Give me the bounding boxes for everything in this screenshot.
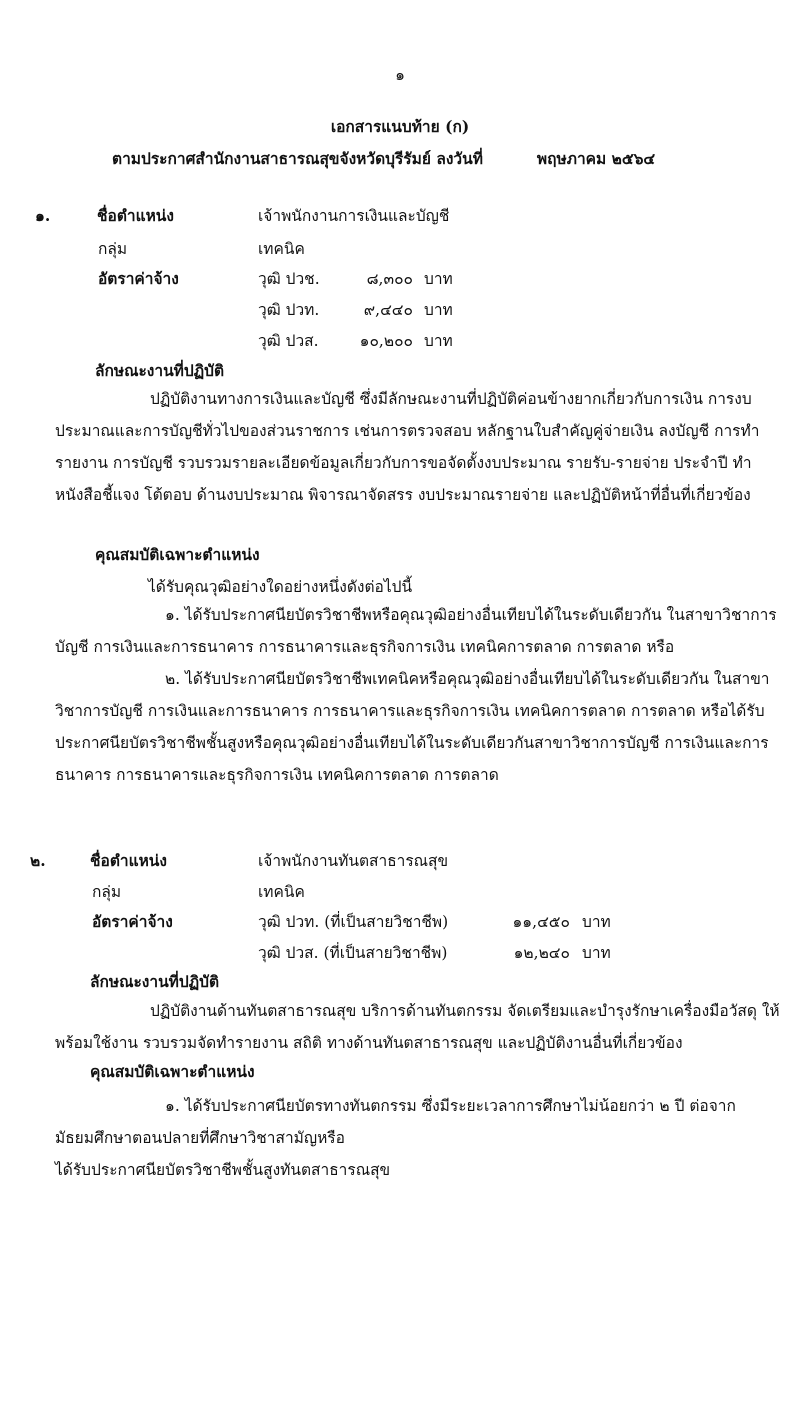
position-2-title-label: ชื่อตำแหน่ง <box>90 851 167 870</box>
position-2-title-value: เจ้าพนักงานทันตสาธารณสุข <box>258 852 449 870</box>
position-2-wage-unit: บาท <box>582 913 611 931</box>
position-1-wage-qual: วุฒิ ปวส. <box>258 332 319 350</box>
document-title: เอกสารแนบท้าย (ก) <box>330 117 470 136</box>
position-1-wage-label: อัตราค่าจ้าง <box>98 269 179 288</box>
position-1-group-label: กลุ่ม <box>98 240 128 258</box>
position-2-group-label: กลุ่ม <box>92 883 122 901</box>
position-2-qual-heading: คุณสมบัติเฉพาะตำแหน่ง <box>90 1062 255 1081</box>
position-1-qual-intro: ได้รับคุณวุฒิอย่างใดอย่างหนึ่งดังต่อไปนี้ <box>148 578 413 596</box>
page-number: ๑ <box>395 66 405 84</box>
document-subtitle <box>112 146 655 171</box>
position-1-qual-item-1: ๑. ได้รับประกาศนียบัตรวิชาชีพหรือคุณวุฒิอย่างอื่นเทียบได้ในระดับเดียวกัน ในสาขาวิชาการบัญชี การเงินและการธนาคาร การธนาคารและธุรกิจการเงิน เทคนิคการตลาด การตลาด หรือ <box>55 606 777 656</box>
position-2-duties-text: ปฏิบัติงานด้านทันตสาธารณสุข บริการด้านทันตกรรม จัดเตรียมและบำรุงรักษาเครื่องมือวัสดุ ให้พร้อมใช้งาน รวบรวมจัดทำรายงาน สถิติ ทางด้านทันตสาธารณสุข และปฏิบัติงานอื่นที่เกี่ยวข้อง <box>55 1002 780 1052</box>
position-1-wage-qual: วุฒิ ปวท. <box>258 301 320 319</box>
subtitle-left: ตามประกาศสำนักงานสาธารณสุขจังหวัดบุรีรัมย์ ลงวันที่ <box>112 149 483 168</box>
position-1-wage-unit: บาท <box>424 332 453 350</box>
subtitle-right: พฤษภาคม ๒๕๖๔ <box>536 149 656 168</box>
position-2-wage-amount: ๑๒,๒๔๐ <box>513 944 570 962</box>
position-1-wage-amount: ๑๐,๒๐๐ <box>359 332 413 350</box>
position-1-number: ๑. <box>35 206 51 225</box>
position-2-group-value: เทคนิค <box>258 883 305 901</box>
position-1-wage-qual: วุฒิ ปวช. <box>258 270 320 288</box>
position-1-duties-text: ปฏิบัติงานทางการเงินและบัญชี ซึ่งมีลักษณะงานที่ปฏิบัติค่อนข้างยากเกี่ยวกับการเงิน การงบประมาณและการบัญชีทั่วไปของส่วนราชการ เช่นการตรวจสอบ หลักฐานใบสำคัญคู่จ่ายเงิน ลงบัญชี การทำรายงาน การบัญชี รวบรวมรายละเอียดข้อมูลเกี่ยวกับการขอจัดตั้งงบประมาณ รายรับ-รายจ่าย ประจำปี ทำหนังสือชี้แจง โต้ตอบ ด้านงบประมาณ พิจารณาจัดสรร งบประมาณรายจ่าย และปฏิบัติหน้าที่อื่นที่เกี่ยวข้อง <box>55 390 760 504</box>
position-2-duties-heading: ลักษณะงานที่ปฏิบัติ <box>90 972 220 991</box>
position-1-title-value: เจ้าพนักงานการเงินและบัญชี <box>258 207 450 225</box>
position-2-wage-unit: บาท <box>582 944 611 962</box>
position-1-group-value: เทคนิค <box>258 240 305 258</box>
position-1-title-label: ชื่อตำแหน่ง <box>97 206 174 225</box>
position-1-wage-unit: บาท <box>424 301 453 319</box>
position-1-qual-item-2: ๒. ได้รับประกาศนียบัตรวิชาชีพเทคนิคหรือคุณวุฒิอย่างอื่นเทียบได้ในระดับเดียวกัน ในสาขาวิชาการบัญชี การเงินและการธนาคาร การธนาคารและธุรกิจการเงิน เทคนิคการตลาด การตลาด หรือได้รับประกาศนียบัตรวิชาชีพชั้นสูงหรือคุณวุฒิอย่างอื่นเทียบได้ในระดับเดียวกันสาขาวิชาการบัญชี การเงินและการธนาคาร การธนาคารและธุรกิจการเงิน เทคนิคการตลาด การตลาด <box>55 670 770 784</box>
position-1-wage-amount: ๙,๔๔๐ <box>363 301 413 319</box>
position-2-wage-amount: ๑๑,๔๕๐ <box>512 913 570 931</box>
position-1-wage-unit: บาท <box>424 270 453 288</box>
position-1-wage-amount: ๘,๓๐๐ <box>366 270 413 288</box>
position-2-wage-label: อัตราค่าจ้าง <box>92 912 173 931</box>
position-1-qual-heading: คุณสมบัติเฉพาะตำแหน่ง <box>95 545 260 564</box>
position-2-wage-qual: วุฒิ ปวส. (ที่เป็นสายวิชาชีพ) <box>258 944 448 962</box>
position-2-qual-item-1: ๑. ได้รับประกาศนียบัตรทางทันตกรรม ซึ่งมีระยะเวลาการศึกษาไม่น้อยกว่า ๒ ปี ต่อจากมัธยมศึกษาตอนปลายที่ศึกษาวิชาสามัญหรือ <box>55 1097 736 1147</box>
position-2-wage-qual: วุฒิ ปวท. (ที่เป็นสายวิชาชีพ) <box>258 913 449 931</box>
position-2-qual-tail: ได้รับประกาศนียบัตรวิชาชีพชั้นสูงทันตสาธารณสุข <box>55 1161 391 1179</box>
position-1-duties-heading: ลักษณะงานที่ปฏิบัติ <box>95 361 225 380</box>
position-2-number: ๒. <box>30 851 46 870</box>
